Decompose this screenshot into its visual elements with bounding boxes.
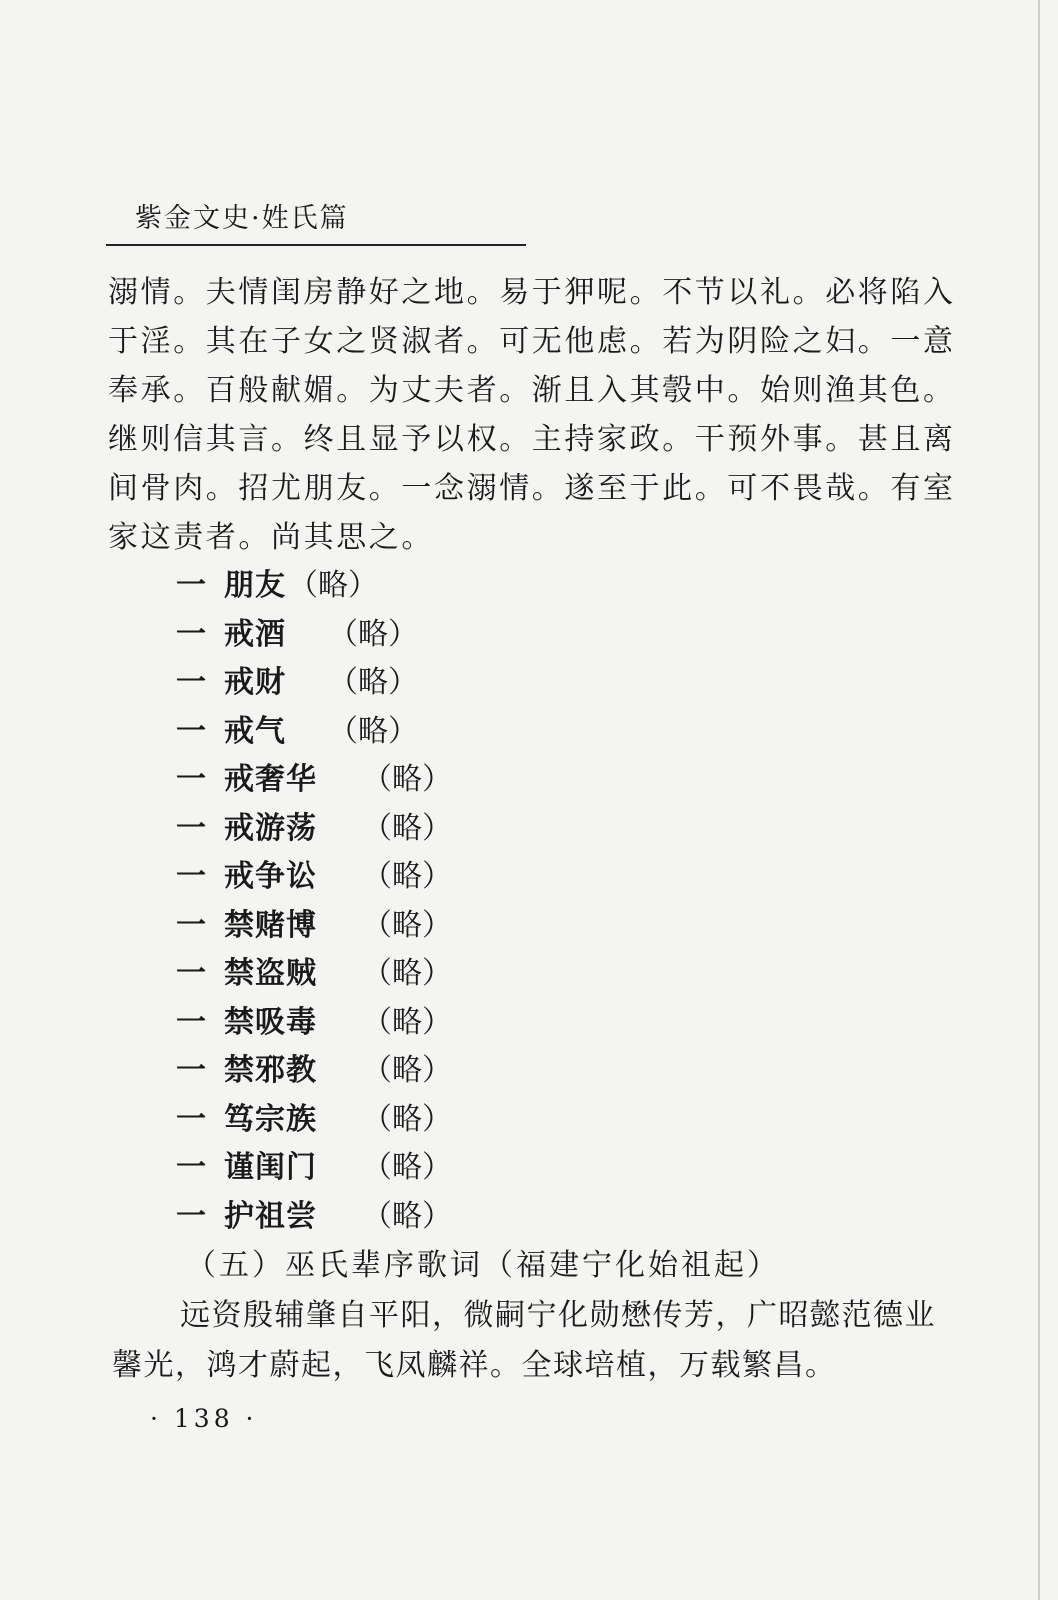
list-item (176, 1144, 576, 1193)
list-item (176, 853, 576, 902)
list-dash: 一 (176, 1101, 206, 1137)
body-paragraph (108, 268, 956, 562)
list-dash: 一 (176, 1150, 206, 1185)
rule-note: （略） (362, 1101, 452, 1137)
section-heading: （五）巫氏辈序歌词（福建宁化始祖起） (186, 1248, 780, 1283)
list-item (176, 1047, 576, 1096)
rule-name: 谨闺门 (224, 1150, 317, 1185)
rule-note: （略） (362, 1053, 452, 1088)
list-item (176, 950, 576, 999)
rule-name: 戒气 (224, 713, 286, 749)
list-item (176, 1193, 576, 1242)
rule-note: （略） (328, 713, 418, 749)
rule-name: 笃宗族 (224, 1101, 317, 1137)
list-item (176, 805, 576, 854)
list-item (176, 562, 576, 611)
list-dash: 一 (176, 762, 206, 797)
rule-name: 朋友 (224, 568, 286, 603)
list-dash: 一 (176, 713, 206, 749)
rule-name: 禁吸毒 (224, 1004, 317, 1040)
body-line: 家这责者。尚其思之。 (108, 520, 434, 555)
rule-name: 戒游荡 (224, 810, 317, 846)
rule-name: 戒酒 (224, 616, 286, 652)
list-item (176, 611, 576, 660)
rule-name: 禁盗贼 (224, 956, 317, 991)
rule-name: 禁赌博 (224, 907, 317, 943)
family-rules-list (176, 562, 576, 1241)
list-item (176, 708, 576, 757)
list-item (176, 756, 576, 805)
rule-note: （略） (288, 568, 378, 603)
rule-note: （略） (362, 956, 452, 991)
verse-line: 远资殷辅肇自平阳，微嗣宁化勋懋传芳，广昭懿范德业 (180, 1298, 936, 1333)
list-dash: 一 (176, 1004, 206, 1040)
list-dash: 一 (176, 616, 206, 652)
rule-note: （略） (362, 1198, 452, 1234)
list-item (176, 999, 576, 1048)
rule-name: 戒奢华 (224, 762, 317, 797)
body-line: 奉承。百般献媚。为丈夫者。渐且入其彀中。始则渔其色。 (108, 373, 956, 408)
rule-note: （略） (362, 762, 452, 797)
list-dash: 一 (176, 665, 206, 700)
list-item (176, 1096, 576, 1145)
rule-name: 戒争讼 (224, 859, 317, 894)
list-dash: 一 (176, 1198, 206, 1234)
page-edge-line (1038, 0, 1040, 1600)
list-dash: 一 (176, 859, 206, 894)
list-dash: 一 (176, 907, 206, 943)
rule-note: （略） (362, 1150, 452, 1185)
generation-verse (112, 1291, 952, 1391)
body-line: 于淫。其在子女之贤淑者。可无他虑。若为阴险之妇。一意 (108, 324, 956, 359)
rule-name: 禁邪教 (224, 1053, 317, 1088)
list-item (176, 902, 576, 951)
rule-note: （略） (328, 616, 418, 652)
list-item (176, 659, 576, 708)
body-line: 间骨肉。招尤朋友。一念溺情。遂至于此。可不畏哉。有室 (108, 471, 956, 506)
rule-note: （略） (362, 859, 452, 894)
rule-note: （略） (362, 907, 452, 943)
rule-note: （略） (362, 810, 452, 846)
running-header: 紫金文史·姓氏篇 (135, 203, 349, 234)
page-number: · 138 · (150, 1404, 258, 1433)
list-dash: 一 (176, 956, 206, 991)
header-rule (106, 244, 526, 246)
body-line: 溺情。夫情闺房静好之地。易于狎呢。不节以礼。必将陷入 (108, 275, 956, 310)
list-dash: 一 (176, 568, 206, 603)
rule-name: 戒财 (224, 665, 286, 700)
rule-name: 护祖尝 (224, 1198, 317, 1234)
body-line: 继则信其言。终且显予以权。主持家政。干预外事。甚且离 (108, 422, 956, 457)
rule-note: （略） (328, 665, 418, 700)
verse-line: 馨光，鸿才蔚起，飞凤麟祥。全球培植，万载繁昌。 (112, 1348, 837, 1383)
rule-note: （略） (362, 1004, 452, 1040)
list-dash: 一 (176, 1053, 206, 1088)
list-dash: 一 (176, 810, 206, 846)
